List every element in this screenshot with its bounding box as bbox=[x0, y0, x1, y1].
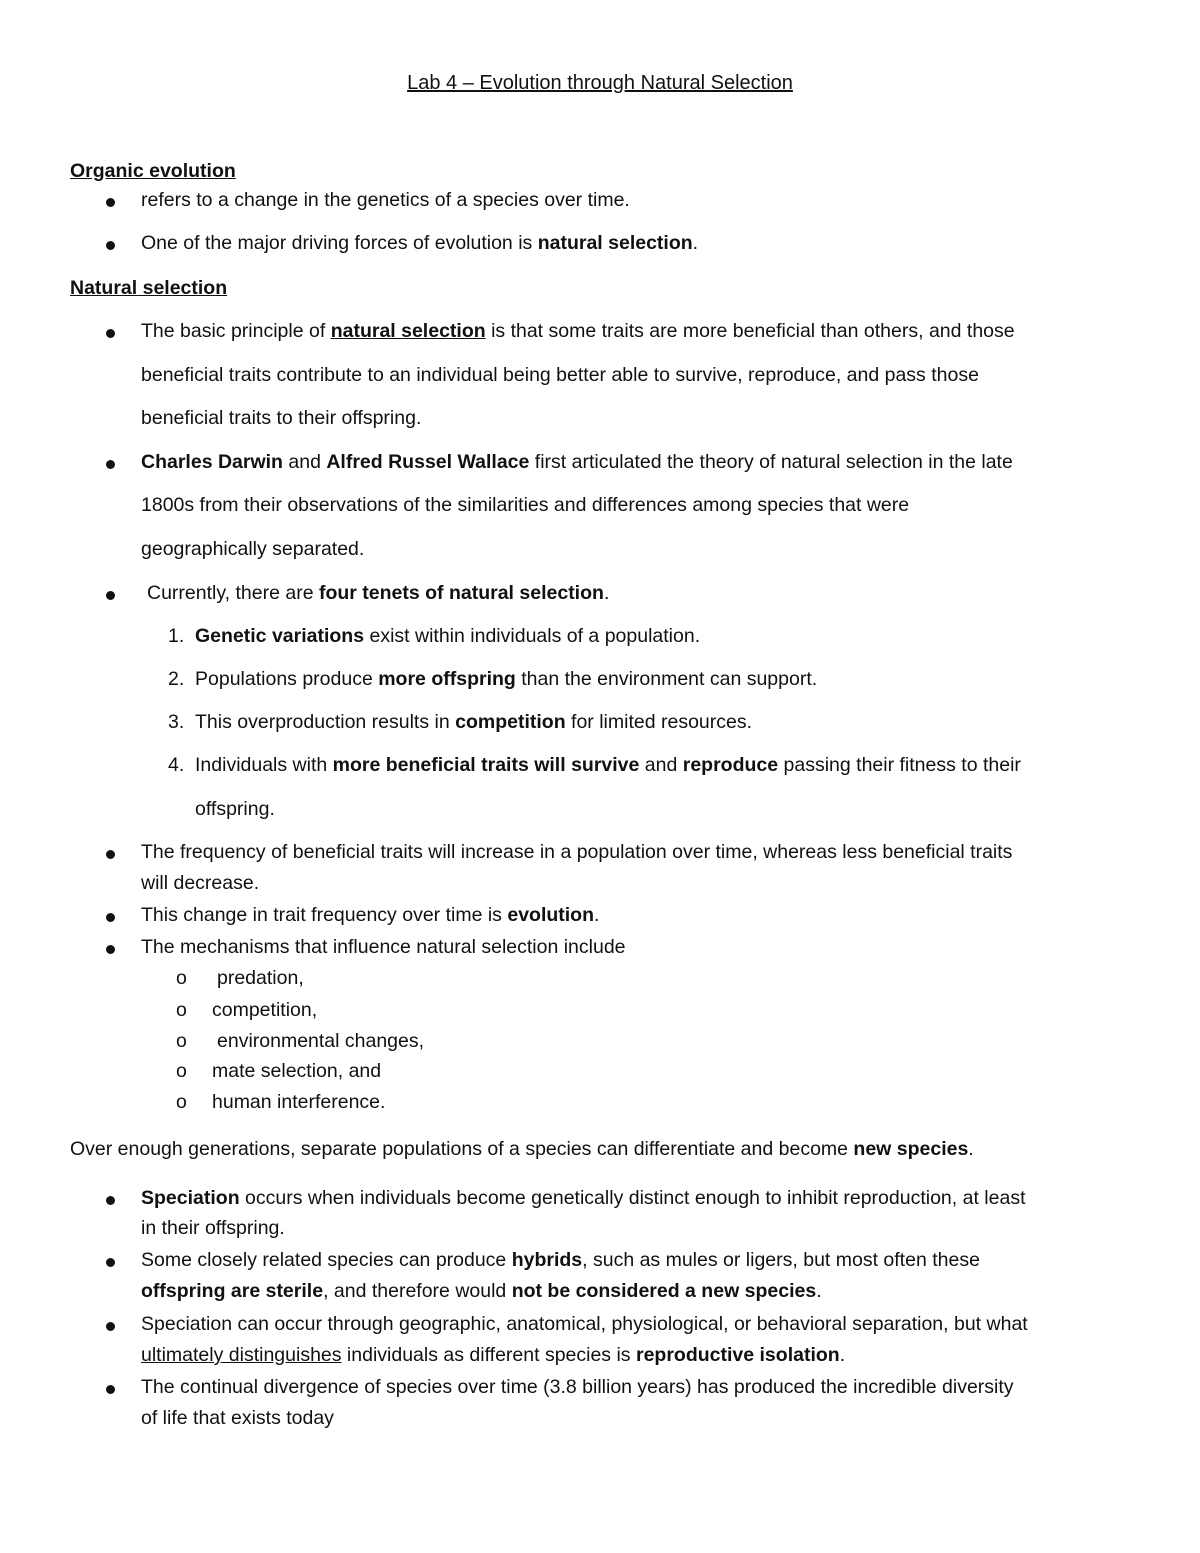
circle-bullet-icon: o bbox=[176, 999, 187, 1021]
tenets-intro: Currently, there are four tenets of natural selection. bbox=[147, 582, 610, 604]
natural-principle-line-1: The basic principle of natural selection is that some traits are more beneficial than others, and those bbox=[141, 320, 1015, 342]
darwin-line-3: geographically separated. bbox=[141, 538, 365, 560]
frequency-line-2: will decrease. bbox=[141, 872, 260, 894]
darwin-line-2: 1800s from their observations of the similarities and differences among species that were bbox=[141, 494, 910, 516]
heading-natural-selection: Natural selection bbox=[70, 277, 228, 299]
speciation-line-2: in their offspring. bbox=[141, 1217, 285, 1239]
natural-principle-line-2: beneficial traits contribute to an individual being better able to survive, reproduce, and pass those bbox=[141, 364, 979, 386]
separation-line-2: ultimately distinguishes individuals as different species is reproductive isolation. bbox=[141, 1344, 846, 1366]
frequency-line-1: The frequency of beneficial traits will increase in a population over time, whereas less beneficial traits bbox=[141, 841, 1013, 863]
heading-organic-evolution: Organic evolution bbox=[70, 160, 236, 182]
bullet-icon bbox=[106, 241, 115, 250]
document-title: Lab 4 – Evolution through Natural Selection bbox=[407, 72, 793, 94]
tenet-4-line-1: Individuals with more beneficial traits will survive and reproduce passing their fitness to their bbox=[195, 754, 1021, 776]
darwin-line-1: Charles Darwin and Alfred Russel Wallace first articulated the theory of natural selection in the late bbox=[141, 451, 1013, 473]
bullet-icon bbox=[106, 329, 115, 338]
tenet-number: 4. bbox=[168, 754, 185, 776]
bullet-icon bbox=[106, 1196, 115, 1205]
bullet-icon bbox=[106, 198, 115, 207]
separation-line-1: Speciation can occur through geographic, anatomical, physiological, or behavioral separation, but what bbox=[141, 1313, 1028, 1335]
divergence-line-2: of life that exists today bbox=[141, 1407, 334, 1429]
tenet-3: This overproduction results in competition for limited resources. bbox=[195, 711, 753, 733]
mechanism-item: environmental changes, bbox=[217, 1030, 425, 1052]
speciation-intro: Over enough generations, separate populations of a species can differentiate and become new species. bbox=[70, 1138, 974, 1160]
mechanism-item: predation, bbox=[217, 967, 304, 989]
tenet-number: 2. bbox=[168, 668, 185, 690]
bullet-icon bbox=[106, 1385, 115, 1394]
organic-bullet-2: One of the major driving forces of evolution is natural selection. bbox=[141, 232, 699, 254]
hybrids-line-2: offspring are sterile, and therefore would not be considered a new species. bbox=[141, 1280, 822, 1302]
trait-change-line: This change in trait frequency over time is evolution. bbox=[141, 904, 600, 926]
natural-principle-line-3: beneficial traits to their offspring. bbox=[141, 407, 422, 429]
circle-bullet-icon: o bbox=[176, 1060, 187, 1082]
divergence-line-1: The continual divergence of species over time (3.8 billion years) has produced the incredible diversity bbox=[141, 1376, 1014, 1398]
bullet-icon bbox=[106, 913, 115, 922]
circle-bullet-icon: o bbox=[176, 1030, 187, 1052]
organic-bullet-1: refers to a change in the genetics of a species over time. bbox=[141, 189, 630, 211]
tenet-4-line-2: offspring. bbox=[195, 798, 275, 820]
tenet-2: Populations produce more offspring than the environment can support. bbox=[195, 668, 818, 690]
bullet-icon bbox=[106, 1258, 115, 1267]
mechanism-item: mate selection, and bbox=[212, 1060, 382, 1082]
mechanisms-line: The mechanisms that influence natural selection include bbox=[141, 936, 626, 958]
bullet-icon bbox=[106, 850, 115, 859]
circle-bullet-icon: o bbox=[176, 1091, 187, 1113]
tenet-number: 3. bbox=[168, 711, 185, 733]
bullet-icon bbox=[106, 460, 115, 469]
mechanism-item: competition, bbox=[212, 999, 318, 1021]
tenet-1: Genetic variations exist within individuals of a population. bbox=[195, 625, 701, 647]
bullet-icon bbox=[106, 1322, 115, 1331]
speciation-line-1: Speciation occurs when individuals become genetically distinct enough to inhibit reproduction, at least bbox=[141, 1187, 1026, 1209]
bullet-icon bbox=[106, 591, 115, 600]
bullet-icon bbox=[106, 945, 115, 954]
hybrids-line-1: Some closely related species can produce hybrids, such as mules or ligers, but most often these bbox=[141, 1249, 980, 1271]
tenet-number: 1. bbox=[168, 625, 185, 647]
mechanism-item: human interference. bbox=[212, 1091, 386, 1113]
circle-bullet-icon: o bbox=[176, 967, 187, 989]
